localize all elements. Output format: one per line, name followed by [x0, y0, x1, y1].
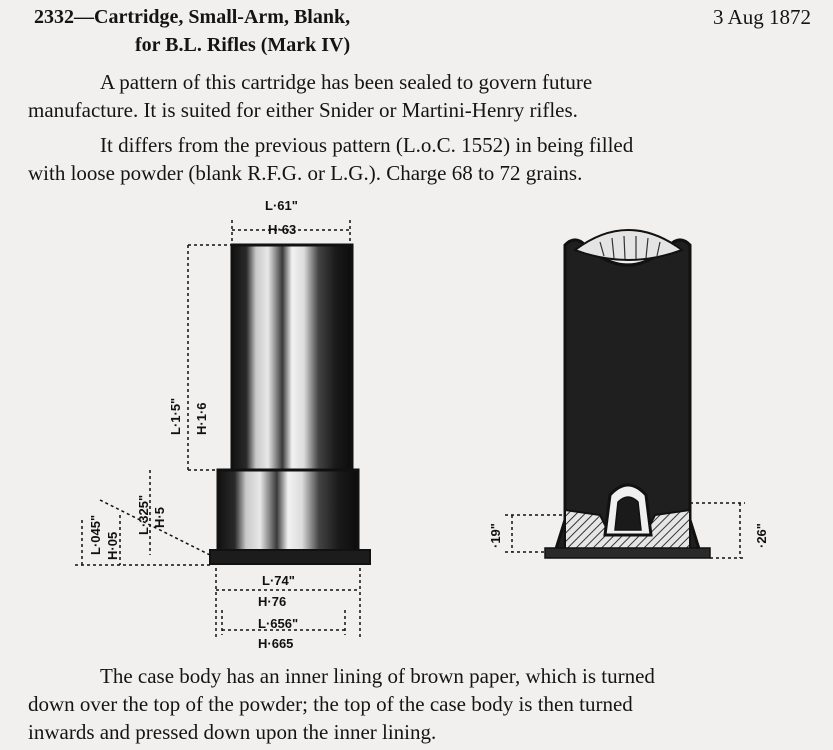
cartridge-exterior	[210, 245, 370, 564]
dim-top-h: H·63	[268, 222, 297, 237]
dim-step-h: H·5	[152, 507, 167, 528]
dim-section-right: ·26"	[754, 523, 769, 548]
paragraph-line: with loose powder (blank R.F.G. or L.G.). Charge 68 to 72 grains.	[28, 161, 583, 185]
dim-base-h: H·05	[105, 531, 120, 560]
dim-rim1-l: L·74"	[262, 573, 295, 588]
entry-subtitle: for B.L. Rifles (Mark IV)	[135, 34, 351, 56]
dim-base-l: L·045"	[88, 514, 103, 555]
paragraph-line: The case body has an inner lining of brown paper, which is turned	[100, 664, 655, 688]
dim-rim1-h: H·76	[258, 594, 287, 609]
dim-step-l: L·325"	[136, 494, 151, 535]
entry-date: 3 Aug 1872	[712, 5, 811, 29]
paragraph-lining	[28, 662, 655, 746]
paragraph-line: It differs from the previous pattern (L.o.C. 1552) in being filled	[100, 133, 634, 157]
cartridge-figure	[0, 190, 833, 660]
paragraph-difference	[28, 131, 633, 187]
dim-length-h: H·1·6	[194, 402, 209, 435]
entry-title: 2332—Cartridge, Small-Arm, Blank,	[34, 6, 351, 28]
paragraph-line: inwards and pressed down upon the inner lining.	[28, 720, 437, 744]
cartridge-section	[545, 230, 710, 558]
dim-rim2-l: L·656"	[258, 616, 299, 631]
paragraph-line: down over the top of the powder; the top of the case body is then turned	[28, 692, 633, 716]
dim-section-left: ·19"	[488, 523, 503, 548]
paragraph-pattern	[28, 68, 592, 124]
dim-rim2-h: H·665	[258, 636, 294, 651]
paragraph-line: manufacture. It is suited for either Snider or Martini-Henry rifles.	[28, 98, 578, 122]
paragraph-line: A pattern of this cartridge has been sealed to govern future	[100, 70, 593, 94]
dim-length-l: L·1·5"	[168, 397, 183, 435]
dim-top-l: L·61"	[265, 198, 298, 213]
